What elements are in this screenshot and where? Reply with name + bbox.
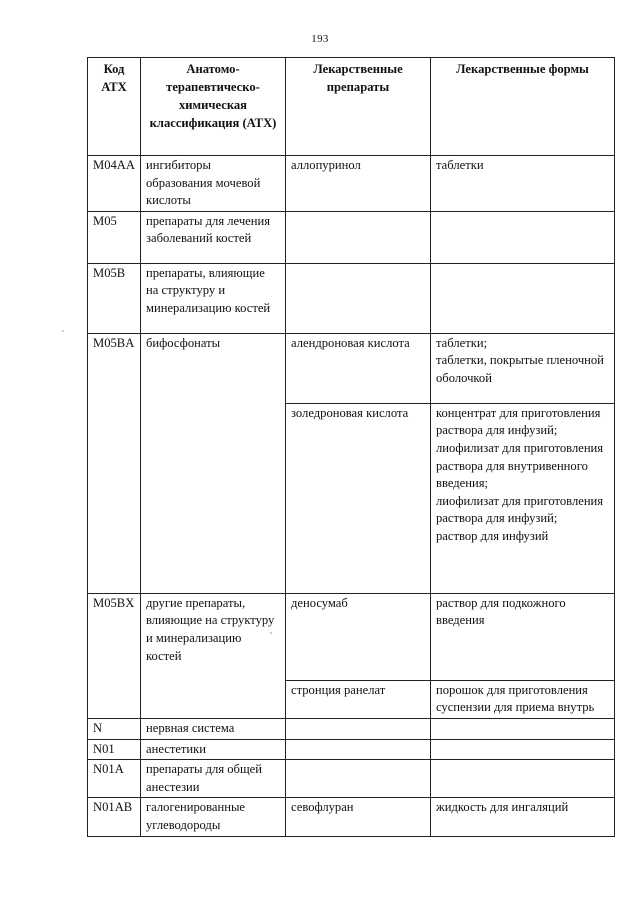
table-row — [88, 760, 615, 798]
atx-code: M05BA — [88, 333, 141, 593]
atx-classification: другие препараты, влияющие на структуру и минерализацию костей — [141, 593, 286, 718]
atx-code: N01AB — [88, 798, 141, 836]
dosage-forms — [431, 263, 615, 333]
atx-code: M05B — [88, 263, 141, 333]
drug-name: золедроновая кислота — [286, 403, 431, 593]
atx-classification: препараты для общей анестезии — [141, 760, 286, 798]
table-row — [88, 739, 615, 760]
header-drugs: Лекарственные препараты — [286, 58, 431, 156]
drug-name — [286, 263, 431, 333]
drug-name: стронция ранелат — [286, 680, 431, 718]
dosage-form-line: лиофилизат для приготовления раствора для внутривенного введения; — [436, 440, 604, 491]
drug-name — [286, 739, 431, 760]
atx-classification: галогенированные углеводороды — [141, 798, 286, 836]
header-classification: Анатомо-терапевтическо-химическая классификация (АТХ) — [141, 58, 286, 156]
atx-code: N01A — [88, 760, 141, 798]
atx-classification: анестетики — [141, 739, 286, 760]
dosage-form-line: таблетки — [436, 158, 484, 172]
atx-code: N01 — [88, 739, 141, 760]
atx-code: N — [88, 718, 141, 739]
header-forms: Лекарственные формы — [431, 58, 615, 156]
atx-code: M05BX — [88, 593, 141, 718]
dosage-form-line: таблетки, покрытые пленочной оболочкой — [436, 353, 604, 385]
table-header — [88, 58, 615, 156]
dosage-form-line: раствор для инфузий — [436, 528, 549, 543]
atx-code: M05 — [88, 211, 141, 263]
drug-name: аллопуринол — [286, 156, 431, 212]
dosage-form-line: порошок для приготовления суспензии для приема внутрь — [436, 682, 595, 715]
dosage-form-line: лиофилизат для приготовления раствора для инфузий; — [436, 493, 604, 526]
dosage-form-line: раствор для подкожного введения — [436, 595, 566, 628]
table-row — [88, 263, 615, 333]
drug-name: деносумаб — [286, 593, 431, 680]
dosage-forms — [431, 680, 615, 718]
dosage-forms — [431, 403, 615, 593]
drug-name — [286, 211, 431, 263]
drug-name — [286, 760, 431, 798]
dosage-form-line: жидкость для ингаляций — [436, 800, 569, 815]
atx-code: M04AA — [88, 156, 141, 212]
dosage-forms — [431, 156, 615, 212]
scan-speck — [62, 330, 64, 332]
table-body — [88, 156, 615, 837]
atx-classification: нервная система — [141, 718, 286, 739]
dosage-forms — [431, 760, 615, 798]
atx-classification: ингибиторы образования мочевой кислоты — [141, 156, 286, 212]
atx-table — [87, 57, 615, 837]
atx-classification: препараты, влияющие на структуру и минерализацию костей — [141, 263, 286, 333]
table-row — [88, 211, 615, 263]
drug-name — [286, 718, 431, 739]
dosage-forms — [431, 593, 615, 680]
page-number: 193 — [311, 33, 329, 45]
table-row — [88, 718, 615, 739]
atx-classification: препараты для лечения заболеваний костей — [141, 211, 286, 263]
table-row — [88, 333, 615, 403]
dosage-forms — [431, 739, 615, 760]
dosage-form-line: концентрат для приготовления раствора для инфузий; — [436, 405, 601, 438]
atx-classification: бифосфонаты — [141, 333, 286, 593]
table-row — [88, 156, 615, 212]
dosage-form-line: таблетки; — [436, 335, 488, 350]
drug-name: алендроновая кислота — [286, 333, 431, 403]
drug-name: севофлуран — [286, 798, 431, 836]
table-row — [88, 798, 615, 836]
table-row — [88, 593, 615, 680]
dosage-forms — [431, 718, 615, 739]
dosage-forms — [431, 333, 615, 403]
dosage-forms — [431, 211, 615, 263]
dosage-forms — [431, 798, 615, 836]
header-code: Код АТХ — [88, 58, 141, 156]
scan-speck — [270, 632, 272, 634]
